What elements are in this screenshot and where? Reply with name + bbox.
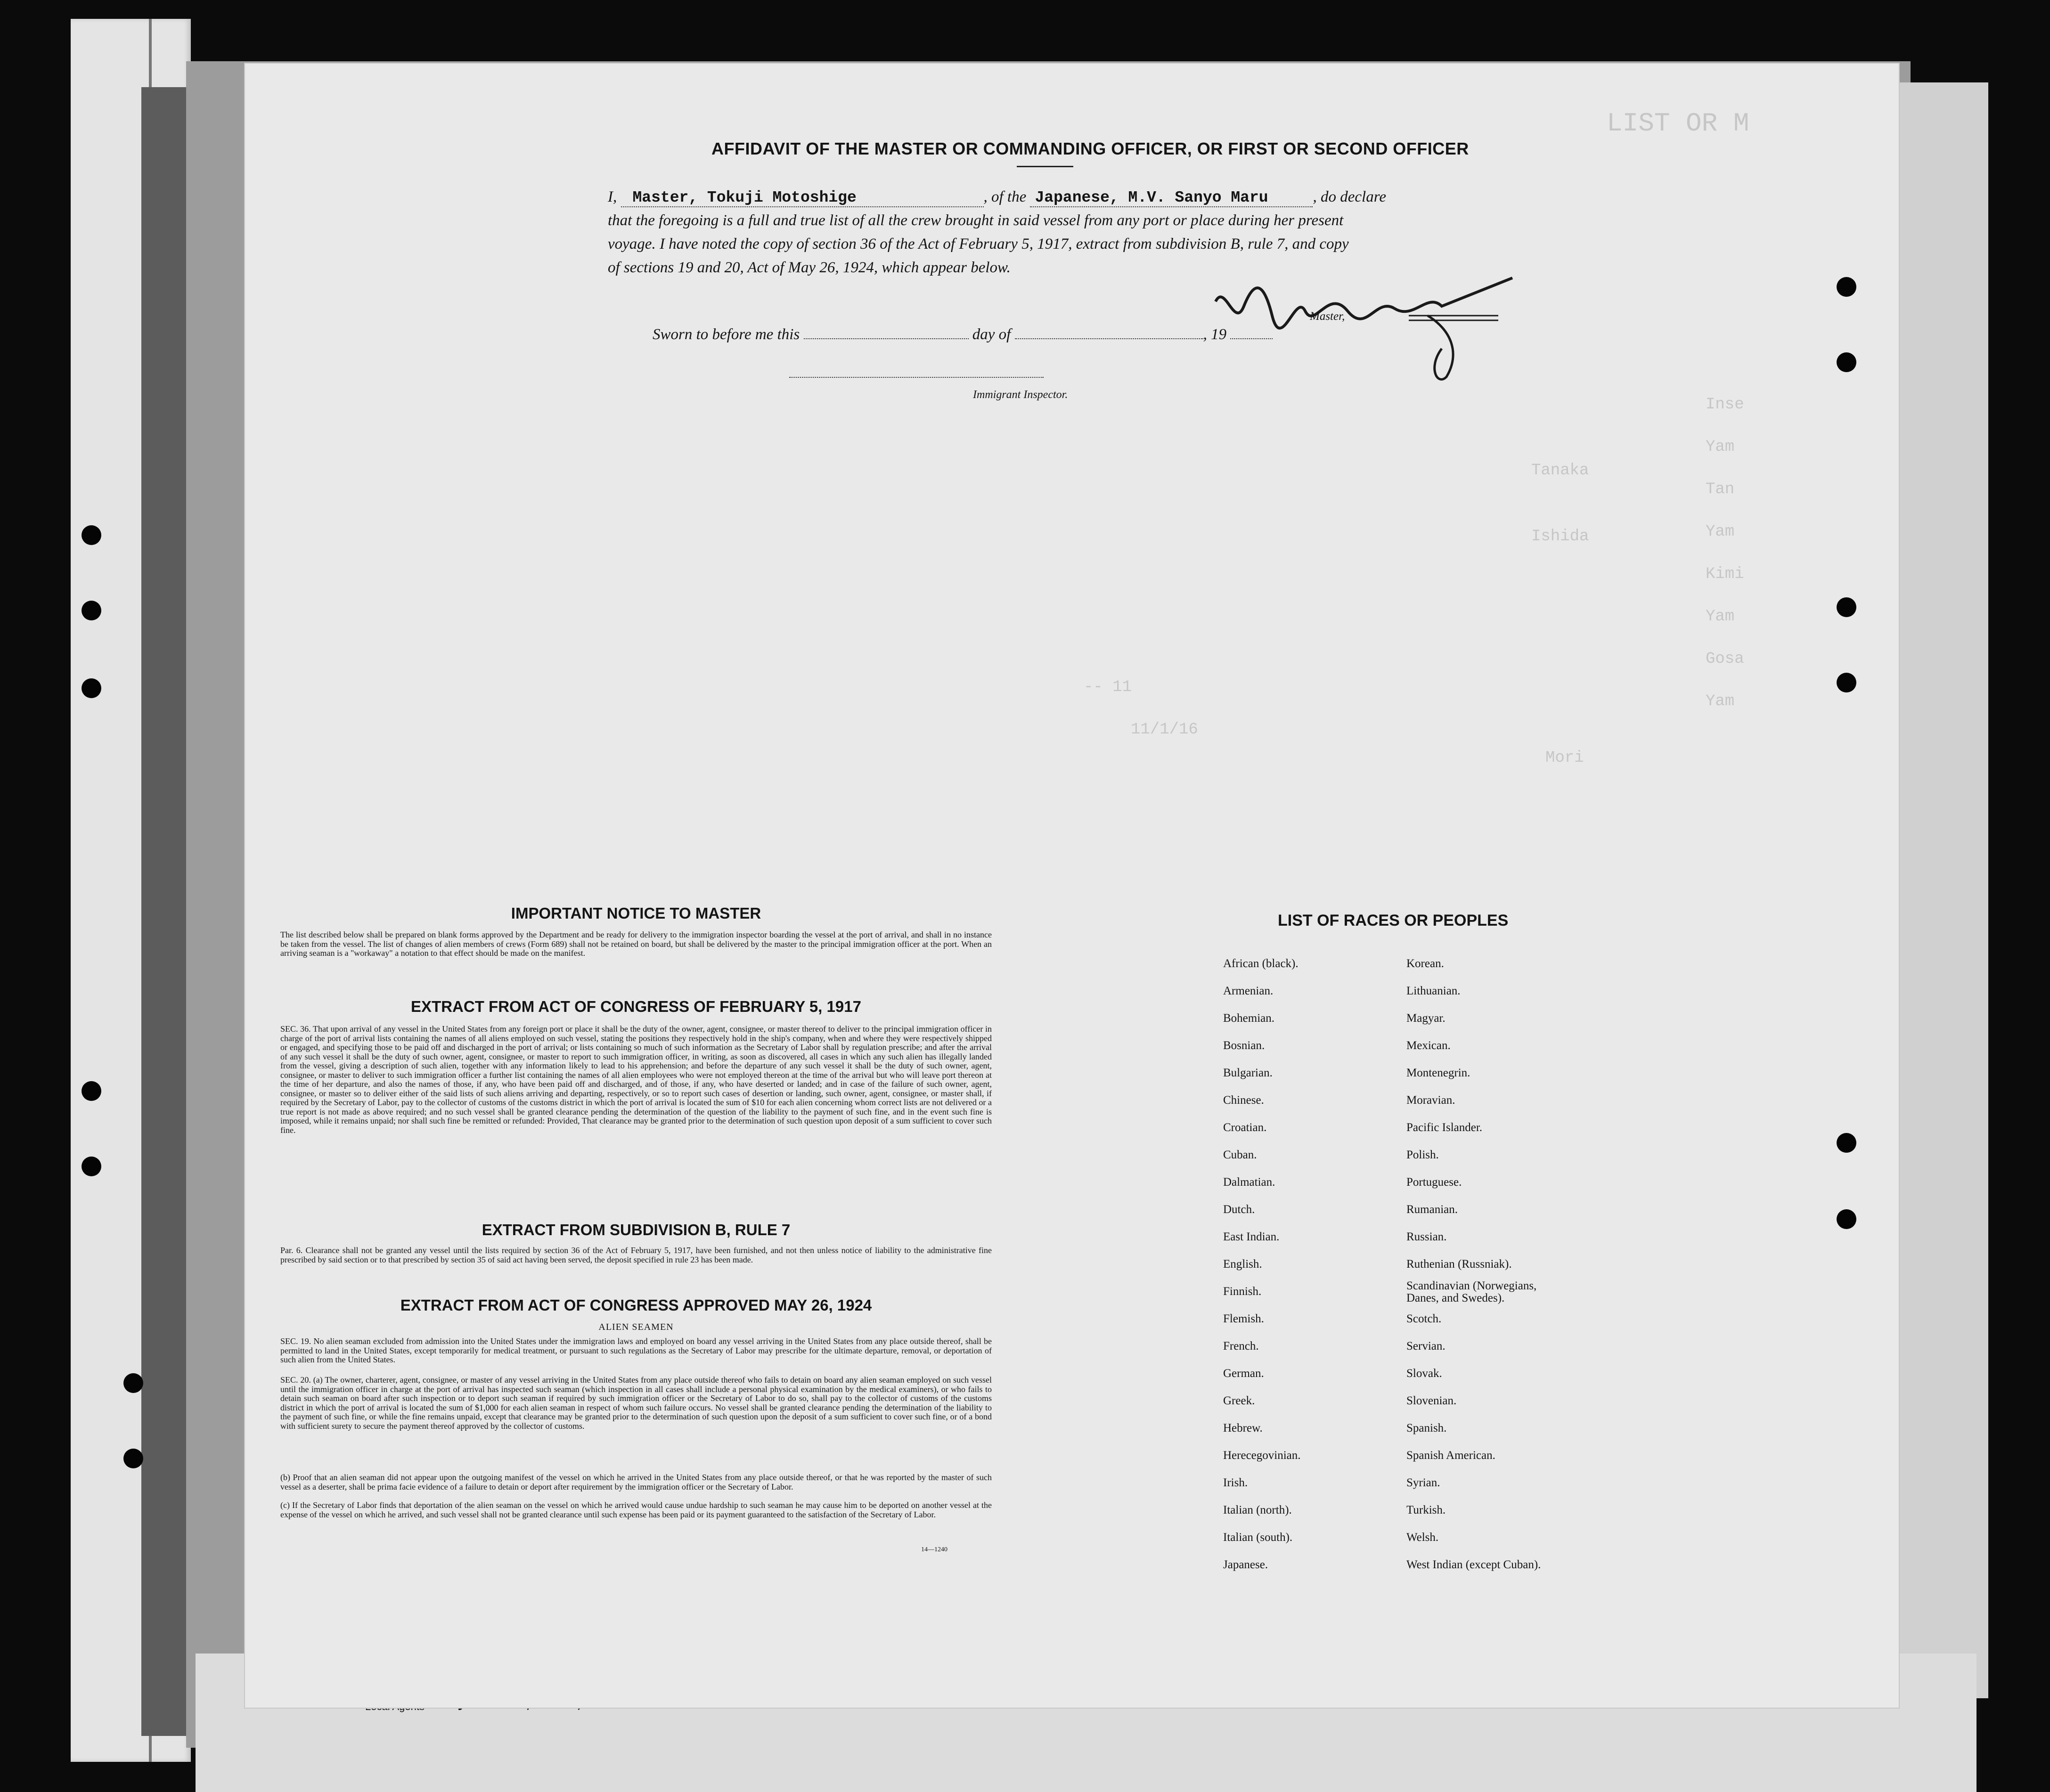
race-item: Polish. — [1406, 1149, 1439, 1161]
inspector-label: Immigrant Inspector. — [973, 389, 1068, 401]
master-signature — [1206, 264, 1536, 386]
race-item: Herecegovinian. — [1223, 1449, 1301, 1462]
race-item: German. — [1223, 1367, 1264, 1380]
race-item: Bohemian. — [1223, 1012, 1275, 1025]
race-item: African (black). — [1223, 957, 1299, 970]
race-item: Portuguese. — [1406, 1176, 1462, 1189]
race-item: Finnish. — [1223, 1285, 1262, 1298]
sworn-year-field — [1230, 338, 1273, 339]
race-item: Italian (south). — [1223, 1531, 1293, 1544]
subdivision-body: Par. 6. Clearance shall not be granted any vessel until the lists required by section 36 of the Act of February 5, 1917, have been furnished, and not then unless notice of liability to the administrative fine prescribed by said section or to that prescribed by section 35 of said act having been served, the deposit specified in rule 23 has been made. — [280, 1246, 992, 1264]
race-item: Irish. — [1223, 1476, 1248, 1489]
sworn-line — [653, 326, 1273, 343]
affidavit-line-3: voyage. I have noted the copy of section 36 of the Act of February 5, 1917, extract from subdivision B, rule 7, and copy — [608, 236, 1349, 253]
inspector-signature-line — [789, 377, 1044, 378]
race-item: Syrian. — [1406, 1476, 1440, 1489]
race-item: Magyar. — [1406, 1012, 1446, 1025]
notice-body: The list described below shall be prepared on blank forms approved by the Department and be ready for delivery to the immigration inspector boarding the vessel at the port of arrival, and shall in no instance be taken from the vessel. The list of changes of alien members of crews (Form 689) shall not be retained on board, but shall be delivered by the master to the principal immigration officer at the port. When an arriving seaman is a "workaway" a notation to that effect should be made on the manifest. — [280, 930, 992, 958]
race-item: Greek. — [1223, 1394, 1255, 1407]
sworn-year-label: , 19 — [1203, 326, 1227, 343]
sec-20c-body: (c) If the Secretary of Labor finds that deportation of the alien seaman on the vessel on which he arrived would cause undue hardship to such seaman he may cause him to be deported on another vessel at the expense of the vessel on which he arrived, and such vessel shall not be granted clearance until such expense has been paid or its payment guaranteed to the satisfaction of the Secretary of Labor. — [280, 1500, 992, 1519]
sworn-day-label: day of — [972, 326, 1011, 343]
master-name: Master, Tokuji Motoshige — [632, 189, 857, 206]
race-item: Italian (north). — [1223, 1504, 1292, 1516]
race-item: Russian. — [1406, 1230, 1447, 1243]
punch-hole-icon — [1837, 1133, 1856, 1153]
race-item: Slovenian. — [1406, 1394, 1457, 1407]
affidavit-line-1 — [608, 188, 1386, 207]
vessel-name: Japanese, M.V. Sanyo Maru — [1035, 189, 1268, 206]
race-item: Lithuanian. — [1406, 985, 1461, 997]
sworn-month-field — [1015, 338, 1203, 339]
punch-hole-icon — [82, 1081, 101, 1101]
affidavit-title: AFFIDAVIT OF THE MASTER OR COMMANDING OFFICER, OR FIRST OR SECOND OFFICER — [711, 139, 1469, 158]
race-item: Cuban. — [1223, 1149, 1257, 1161]
race-item: Dalmatian. — [1223, 1176, 1275, 1189]
race-item: Spanish. — [1406, 1422, 1447, 1434]
race-item: Bulgarian. — [1223, 1067, 1273, 1079]
race-item: Scandinavian (Norwegians, Danes, and Swedes). — [1406, 1279, 1537, 1304]
race-item: Bosnian. — [1223, 1039, 1265, 1052]
affidavit-of-the: , of the — [983, 188, 1027, 205]
signature-label: Master, — [1310, 310, 1345, 323]
race-item: Rumanian. — [1406, 1203, 1458, 1216]
punch-hole-icon — [1837, 352, 1856, 372]
race-item: Chinese. — [1223, 1094, 1264, 1107]
race-item: Korean. — [1406, 957, 1444, 970]
race-item: Mexican. — [1406, 1039, 1451, 1052]
race-item: Servian. — [1406, 1340, 1446, 1352]
notice-title: IMPORTANT NOTICE TO MASTER — [511, 904, 761, 922]
punch-hole-icon — [82, 1157, 101, 1176]
race-item: Ruthenian (Russniak). — [1406, 1258, 1512, 1271]
extract-1917-title: EXTRACT FROM ACT OF CONGRESS OF FEBRUARY 5, 1917 — [411, 998, 861, 1015]
race-item: Pacific Islander. — [1406, 1121, 1483, 1134]
race-item: Scotch. — [1406, 1312, 1442, 1325]
form-number: 14—1240 — [921, 1546, 947, 1553]
race-item: Armenian. — [1223, 985, 1274, 997]
affidavit-do-declare: , do declare — [1313, 188, 1386, 205]
race-item: Japanese. — [1223, 1558, 1268, 1571]
title-underline — [1017, 166, 1073, 167]
race-item: Croatian. — [1223, 1121, 1267, 1134]
affidavit-line-4: of sections 19 and 20, Act of May 26, 1924, which appear below. — [608, 259, 1011, 276]
punch-hole-icon — [82, 525, 101, 545]
affidavit-sheet — [245, 64, 1899, 1708]
sec-19-body: SEC. 19. No alien seaman excluded from admission into the United States under the immigration laws and employed on board any vessel arriving in the United States from any place outside thereof, shall be permitted to land in the United States, except temporarily for medical treatment, or pursuant to such regulations as the Secretary of Labor may prescribe for the ultimate departure, removal, or deportation of such alien from the United States. — [280, 1336, 992, 1364]
sworn-date-field — [804, 338, 969, 339]
race-item: West Indian (except Cuban). — [1406, 1558, 1541, 1571]
race-item: Dutch. — [1223, 1203, 1255, 1216]
punch-hole-icon — [1837, 597, 1856, 617]
races-left-column — [1223, 950, 1301, 1579]
races-title: LIST OF RACES OR PEOPLES — [1278, 912, 1509, 929]
race-item: French. — [1223, 1340, 1259, 1352]
race-item: Montenegrin. — [1406, 1067, 1470, 1079]
affidavit-i: I, — [608, 188, 617, 205]
race-item: Spanish American. — [1406, 1449, 1495, 1462]
extract-1924-title: EXTRACT FROM ACT OF CONGRESS APPROVED MAY 26, 1924 — [400, 1296, 872, 1314]
race-item: Welsh. — [1406, 1531, 1439, 1544]
master-name-field — [621, 188, 984, 207]
races-right-column — [1406, 950, 1567, 1579]
extract-1917-body: SEC. 36. That upon arrival of any vessel in the United States from any foreign port or place it shall be the duty of the owner, agent, consignee, or master thereof to deliver to the principal immigration officer in charge of the port of arrival lists containing the names of all aliens employed on such vessel, stating the positions they respectively hold in the ship's company, when and where they were respectively shipped or engaged, and specifying those to be paid off and discharged in the port of arrival; or lists containing so much of such information as the Secretary of Labor shall by regulation prescribe; and after the arrival of any such vessel it shall be the duty of such owner, agent, consignee, or master to report to such immigration officer, in writing, as soon as discovered, all cases in which any such alien has illegally landed from the vessel, giving a description of such alien, together with any information likely to lead to his apprehension; and before the departure of any such vessel it shall be the duty of such owner, agent, consignee, or master to deliver to such immigration officer a further list containing the names of all alien employees who were not employed thereon at the time of the arrival but who will leave port thereon at the time of her departure, and also the names of those, if any, who have been paid off and discharged, and of those, if any, who have deserted or landed; and in case of the failure of such owner, agent, consignee, or master so to deliver either of the said lists of such aliens arriving and departing, respectively, or so to report such cases of desertion or landing, such owner, agent, consignee, or master shall, if required by the Secretary of Labor, pay to the collector of customs of the customs district in which the port of arrival is located the sum of $10 for each alien concerning whom correct lists are not delivered or a true report is not made as above required; and no such vessel shall be granted clearance pending the determination of the question of the liability to the payment of such fine, and in the event such fine is imposed, while it remains unpaid; nor shall such fine be remitted or refunded: Provided, That clearance may be granted prior to the determination of such question upon deposit of a sum sufficient to cover such fine. — [280, 1024, 992, 1135]
vessel-field — [1030, 188, 1313, 207]
punch-hole-icon — [82, 678, 101, 698]
sec-20b-body: (b) Proof that an alien seaman did not appear upon the outgoing manifest of the vessel on which he arrived in the United States from any place outside thereof, or that he was reported by the master of such vessel as a deserter, shall be prima facie evidence of a failure to detain or deport after requirement by the immigration officer or the Secretary of Labor. — [280, 1473, 992, 1491]
sec-20a-body: SEC. 20. (a) The owner, charterer, agent, consignee, or master of any vessel arriving in the United States from any place outside thereof who fails to detain on board any alien seaman employed on such vessel until the immigration officer in charge at the port of arrival has inspected such seaman (which inspection in all cases shall include a personal physical examination by the medical examiners), or who fails to detain such seaman on board after such inspection or to deport such seaman if required by such immigration officer or the Secretary of Labor to do so, shall pay to the collector of customs of the customs district in which the port of arrival is located the sum of $1,000 for each alien seaman in respect of whom such failure occurs. No vessel shall be granted clearance pending the determination of the liability to the payment of such fine, or while the fine remains unpaid, except that clearance may be granted prior to the determination of such question upon the deposit of a sum sufficient to cover such fine, or of a bond with sufficient surety to secure the payment thereof approved by the collector of customs. — [280, 1375, 992, 1431]
extract-1924-subtitle: ALIEN SEAMEN — [598, 1322, 674, 1332]
race-item: Hebrew. — [1223, 1422, 1263, 1434]
punch-hole-icon — [123, 1449, 143, 1468]
affidavit-line-2: that the foregoing is a full and true list of all the crew brought in said vessel from any port or place during her present — [608, 212, 1344, 229]
race-item: East Indian. — [1223, 1230, 1280, 1243]
race-item: Slovak. — [1406, 1367, 1442, 1380]
punch-hole-icon — [123, 1373, 143, 1393]
sworn-prefix: Sworn to before me this — [653, 326, 800, 343]
subdivision-title: EXTRACT FROM SUBDIVISION B, RULE 7 — [482, 1221, 791, 1238]
punch-hole-icon — [1837, 277, 1856, 297]
punch-hole-icon — [82, 601, 101, 620]
punch-hole-icon — [1837, 1209, 1856, 1229]
punch-hole-icon — [1837, 673, 1856, 692]
race-item: Turkish. — [1406, 1504, 1446, 1516]
race-item: Moravian. — [1406, 1094, 1455, 1107]
race-item: Flemish. — [1223, 1312, 1264, 1325]
race-item: English. — [1223, 1258, 1262, 1271]
